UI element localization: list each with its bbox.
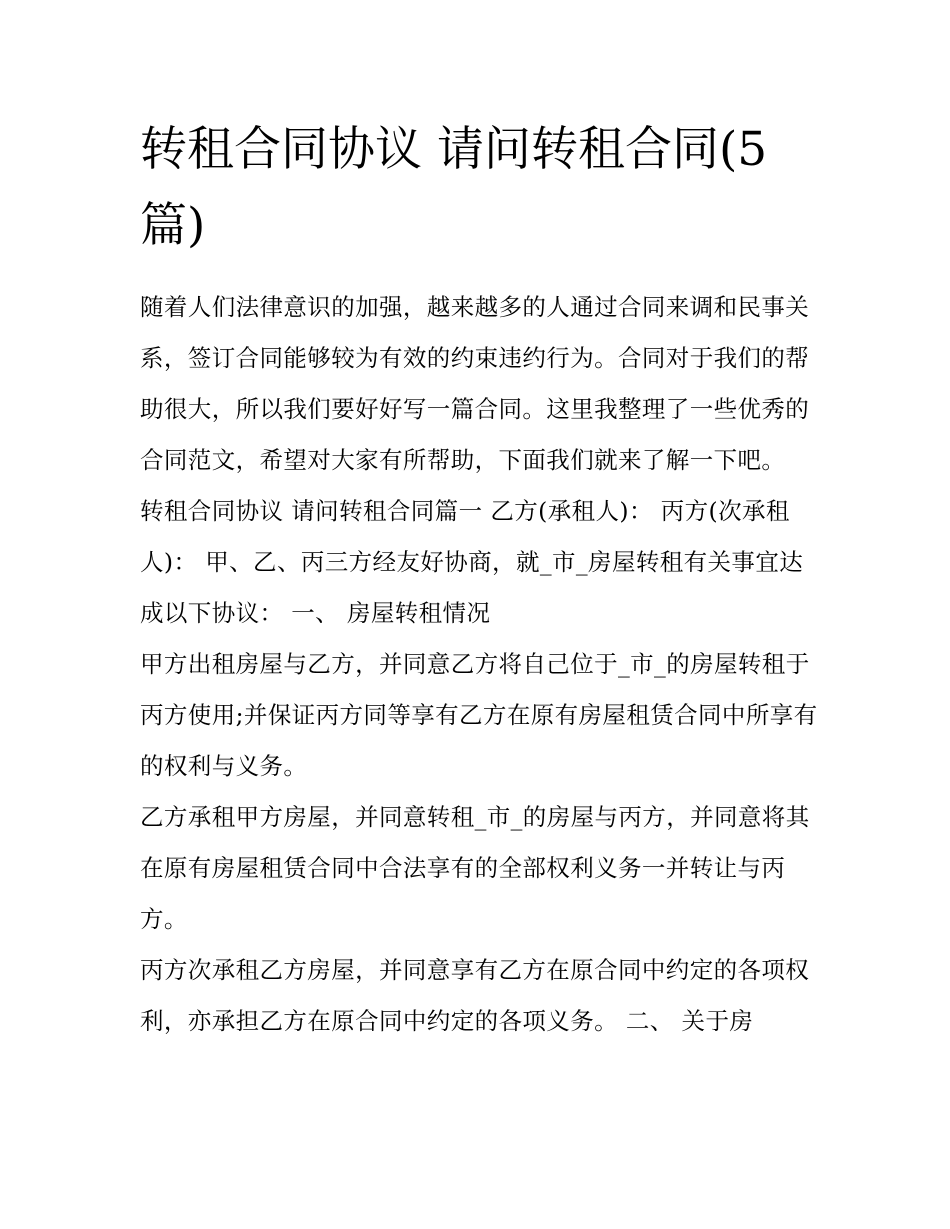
paragraph-party-a: 甲方出租房屋与乙方，并同意乙方将自己位于_市_的房屋转租于丙方使用;并保证丙方同等享有乙方在原有房屋租赁合同中所享有的权利与义务。 (140, 650, 818, 780)
paragraph-party-b: 乙方承租甲方房屋，并同意转租_市_的房屋与丙方，并同意将其在原有房屋租赁合同中合法享有的全部权利义务一并转让与丙方。 (140, 803, 810, 933)
paragraph-party-c: 丙方次承租乙方房屋，并同意享有乙方在原合同中约定的各项权利，亦承担乙方在原合同中约定的各项义务。 二、 关于房 (140, 956, 810, 1035)
document-title: 转租合同协议 请问转租合同(5篇) (140, 122, 768, 253)
paragraph-parties: 转租合同协议 请问转租合同篇一 乙方(承租人)： 丙方(次承租人)： 甲、乙、丙三方经友好协商，就_市_房屋转租有关事宜达成以下协议： 一、 房屋转租情况 (140, 497, 804, 627)
paragraph-intro: 随着人们法律意识的加强，越来越多的人通过合同来调和民事关系，签订合同能够较为有效的约束违约行为。合同对于我们的帮助很大，所以我们要好好写一篇合同。这里我整理了一些优秀的合同范文，希望对大家有所帮助，下面我们就来了解一下吧。 (140, 293, 810, 474)
document-body (140, 112, 820, 1047)
